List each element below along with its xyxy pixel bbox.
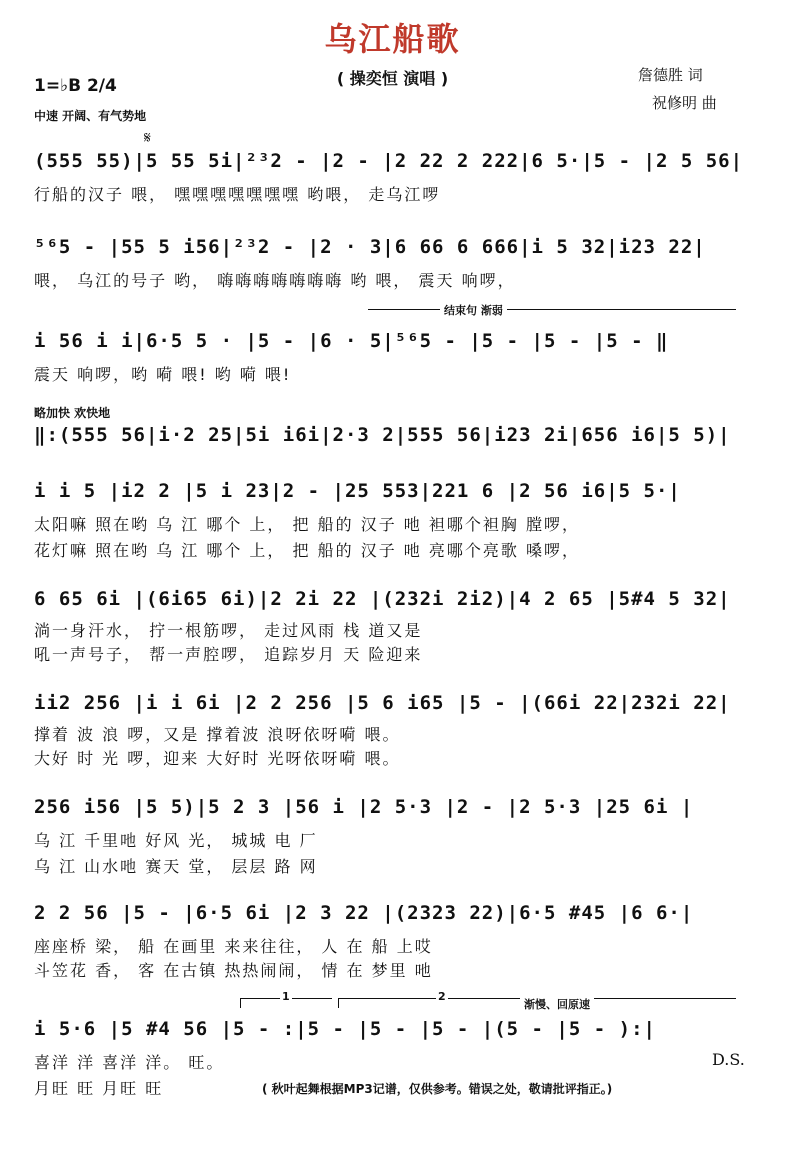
notation-row-4: ‖:(555 56|i·2 25|5i i6i|2·3 2|555 56|i23 2i|656 i6|5 5)| bbox=[34, 424, 731, 446]
volta-2-left-edge bbox=[338, 998, 339, 1008]
lyric-row-8-verse-1: 乌 江 千里吔 好风 光， 城城 电 厂 bbox=[34, 831, 318, 850]
lyric-row-7-verse-1: 撑着 波 浪 啰，又是 撑着波 浪呀依呀嗬 喂。 bbox=[34, 725, 401, 744]
volta-1-label: 1 bbox=[282, 990, 290, 1003]
notation-row-9: 2 2 56 |5 - |6·5 6i |2 3 22 |(2323 22)|6·5 #45 |6 6·| bbox=[34, 902, 694, 924]
dal-segno-marking: D.S. bbox=[712, 1050, 745, 1069]
notation-row-5: i i 5 |i2 2 |5 i 23|2 - |25 553|221 6 |2 56 i6|5 5·| bbox=[34, 480, 681, 502]
notation-row-1: (555 55)|5 55 5i|²³2 - |2 - |2 22 2 222|6 5·|5 - |2 5 56| bbox=[34, 150, 744, 172]
transcription-footnote: ( 秋叶起舞根据MP3记谱，仅供参考。错误之处，敬请批评指正。) bbox=[262, 1082, 613, 1096]
lyric-row-9-verse-1: 座座桥 梁， 船 在画里 来来往往， 人 在 船 上哎 bbox=[34, 937, 433, 956]
segno-sign: 𝄋 bbox=[144, 128, 151, 147]
lyric-row-6-verse-2: 吼一声号子， 帮一声腔啰， 追踪岁月 天 险迎来 bbox=[34, 645, 423, 664]
notation-row-3: i 56 i i|6·5 5 · |5 - |6 · 5|⁵⁶5 - |5 - |5 - |5 - ‖ bbox=[34, 330, 669, 352]
key-signature: 1=♭B 2/4 bbox=[34, 76, 117, 96]
lyric-row-3: 震天 响啰，哟 嗬 喂! 哟 嗬 喂! bbox=[34, 365, 292, 384]
ending-phrase-label: 结束句 渐弱 bbox=[440, 302, 507, 318]
lyricist-credit: 詹德胜 词 bbox=[638, 66, 703, 84]
performer-line: ( 操奕恒 演唱 ) bbox=[336, 69, 449, 88]
notation-row-7: ii2 256 |i i 6i |2 2 256 |5 6 i65 |5 - |(66i 22|232i 22| bbox=[34, 692, 731, 714]
lyric-row-8-verse-2: 乌 江 山水吔 赛天 堂， 层层 路 网 bbox=[34, 857, 318, 876]
composer-credit: 祝修明 曲 bbox=[652, 94, 717, 112]
notation-row-2: ⁵⁶5 - |55 5 i56|²³2 - |2 · 3|6 66 6 666|i 5 32|i23 22| bbox=[34, 236, 706, 258]
notation-row-6: 6 65 6i |(6i65 6i)|2 2i 22 |(232i 2i2)|4 2 65 |5#4 5 32| bbox=[34, 588, 731, 610]
lyric-row-9-verse-2: 斗笠花 香， 客 在古镇 热热闹闹， 情 在 梦里 吔 bbox=[34, 961, 433, 980]
ending-phrase-bracket bbox=[368, 309, 736, 318]
notation-row-8: 256 i56 |5 5)|5 2 3 |56 i |2 5·3 |2 - |2 5·3 |25 6i | bbox=[34, 796, 694, 818]
lyric-row-6-verse-1: 淌一身汗水， 拧一根筋啰， 走过风雨 栈 道又是 bbox=[34, 621, 423, 640]
lyric-row-2: 喂， 乌江的号子 哟， 嗨嗨嗨嗨嗨嗨嗨 哟 喂， 震天 响啰， bbox=[34, 271, 516, 290]
notation-row-10: i 5·6 |5 #4 56 |5 - :|5 - |5 - |5 - |(5 - |5 - ):| bbox=[34, 1018, 656, 1040]
volta-2-label: 2 bbox=[438, 990, 446, 1003]
lyric-row-5-verse-2: 花灯嘛 照在哟 乌 江 哪个 上， 把 船的 汉子 吔 亮哪个亮歌 嗓啰， bbox=[34, 541, 580, 560]
volta-1-left-edge bbox=[240, 998, 241, 1008]
lyric-row-10-verse-2: 月旺 旺 月旺 旺 bbox=[34, 1079, 164, 1098]
song-title: 乌江船歌 bbox=[324, 20, 461, 58]
lyric-row-10-verse-1: 喜洋 洋 喜洋 洋。 旺。 bbox=[34, 1053, 225, 1072]
lyric-row-1: 行船的汉子 喂， 嘿嘿嘿嘿嘿嘿嘿 哟喂， 走乌江啰 bbox=[34, 185, 441, 204]
tempo-marking: 中速 开阔、有气势地 bbox=[34, 109, 147, 123]
lyric-row-7-verse-2: 大好 时 光 啰，迎来 大好时 光呀依呀嗬 喂。 bbox=[34, 749, 401, 768]
tempo-change-marking: 略加快 欢快地 bbox=[34, 406, 111, 420]
ritardando-marking: 渐慢、回原速 bbox=[520, 996, 594, 1012]
lyric-row-5-verse-1: 太阳嘛 照在哟 乌 江 哪个 上， 把 船的 汉子 吔 袒哪个袒胸 膛啰， bbox=[34, 515, 580, 534]
